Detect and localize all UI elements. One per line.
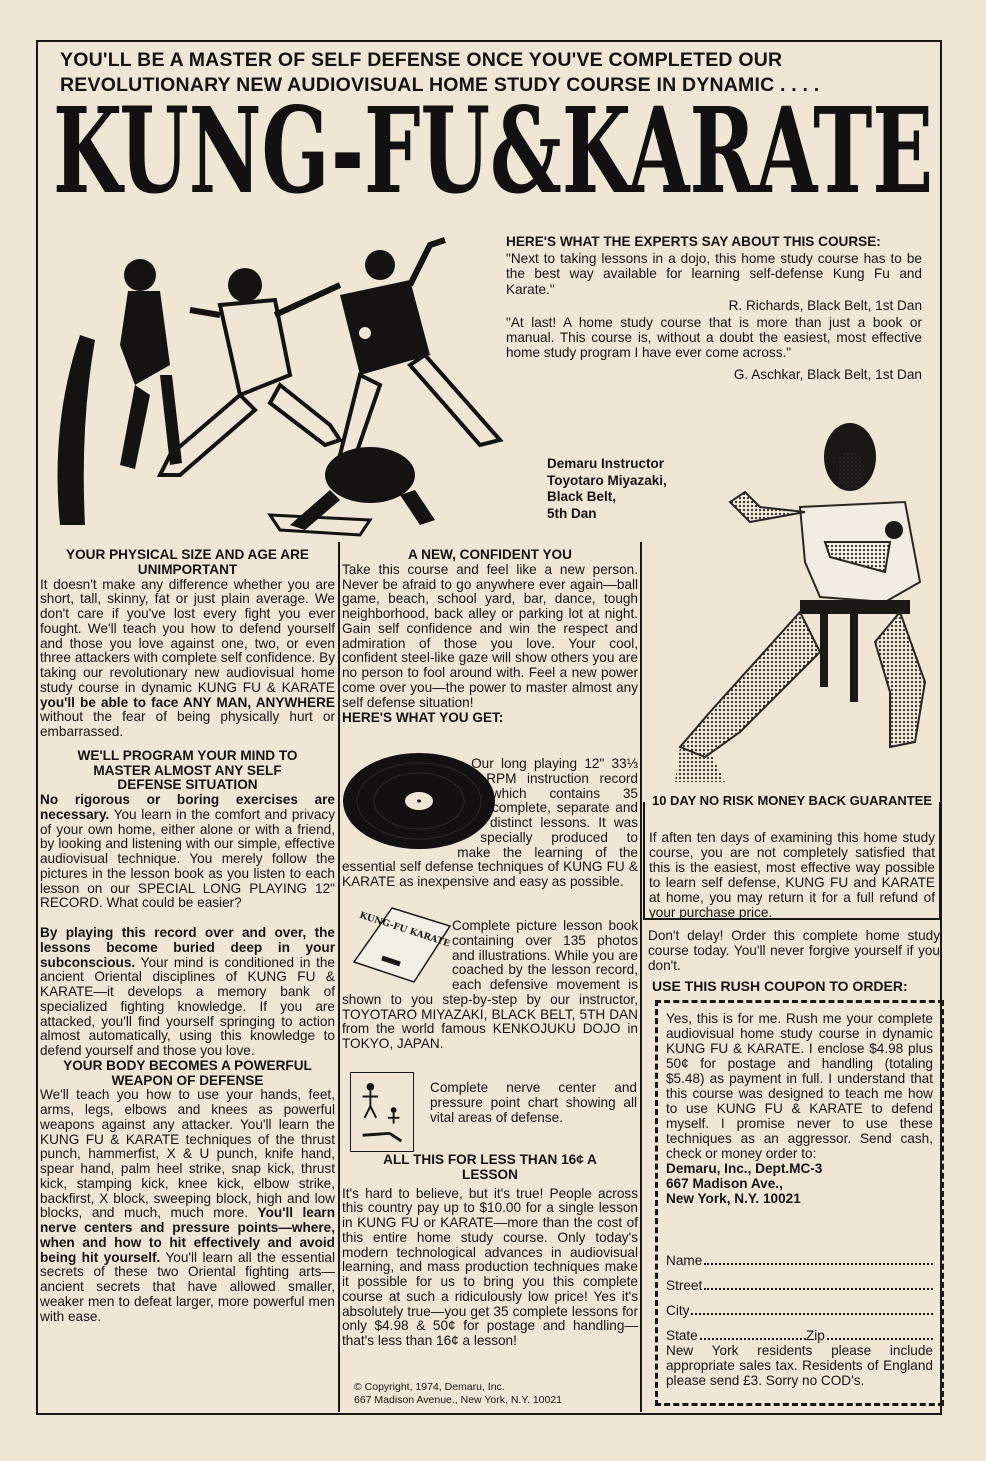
instructor-caption-line: Toyotaro Miyazaki, [547, 472, 667, 488]
coupon-heading: USE THIS RUSH COUPON TO ORDER: [652, 978, 908, 994]
body-text: Take this course and feel like a new person. Never be afraid to go anywhere ever again—ball game, beach, school yard, bar, dance, tough neighborhood, back alley or parking lot at night. Gain self confidence and win the respect and admiration of those you love. Your cool, confident steel-like gaze will show others you are no person to fool around with. Feel a new power come over you—the power to master almost any self defense situation! [342, 561, 638, 710]
body-text: It doesn't make any difference whether you are short, tall, skinny, fat or just plain average. We don't care if you've lost every fight you ever fought. We'll teach you how to defend yourself and those you love against one, two, or even three attackers with complete self confidence. By taking our revolutionary new audiovisual home study course in dynamic KUNG FU & KARATE you'll be able to face ANY MAN, ANYWHERE without the fear of being physically hurt or embarrassed. [40, 576, 335, 739]
column-divider [338, 542, 340, 1412]
column-divider [640, 542, 642, 1412]
section-heading: YOUR BODY BECOMES A POWERFUL WEAPON OF DEFENSE [63, 1057, 312, 1088]
order-coupon[interactable] [655, 1000, 944, 1406]
testimonial-1-attribution: R. Richards, Black Belt, 1st Dan [728, 297, 922, 313]
headline-line-2: REVOLUTIONARY NEW AUDIOVISUAL HOME STUDY COURSE IN DYNAMIC . . . . [60, 74, 820, 96]
body-text: No rigorous or boring exercises are necessary. You learn in the comfort and privacy of your own home, either alone or with a friend, by looking and listening with our simple, effective audiovisual technique. You merely follow the pictures in the lesson book as you listen to each lesson on our SPECIAL LONG PLAYING 12" RECORD. What could be easier? [40, 792, 335, 911]
body-text: By playing this record over and over, the lessons become buried deep in your subconscious. Your mind is conditioned in the ancient Oriental disciplines of KUNG FU & KARATE—it develops a memory bank of specialized fighting knowledge. If you are attacked, you'll find yourself springing to action almost automatically, using this knowledge to defend yourself and those you love. [40, 925, 335, 1058]
copyright-notice [354, 1381, 634, 1407]
record-description: Our long playing 12" 33⅓ RPM instruction record which contains 35 complete, separate and distinct lessons. It was specially produced to make the learning of the essential self defense techniques of KUNG FU & KARATE as inexpensive and easy as possible. [342, 756, 638, 889]
brand-title-logo [48, 100, 938, 210]
column-left [40, 548, 335, 1324]
state-zip-field[interactable] [666, 1318, 933, 1343]
state-label: State [666, 1328, 698, 1343]
guarantee-heading: 10 DAY NO RISK MONEY BACK GUARANTEE [645, 794, 939, 808]
copyright-line: © Copyright, 1974, Demaru, Inc. [354, 1381, 505, 1393]
name-field[interactable] [666, 1243, 933, 1268]
name-label: Name [666, 1253, 703, 1268]
body-text: We'll teach you how to use your hands, feet, arms, legs, elbows and knees as powerful weapons against any attacker. You'll learn the KUNG FU & KARATE techniques of the thrust punch, hammerfist, X & U punch, knife hand, spear hand, palm heel strike, snap kick, thrust kick, stamping kick, knee kick, elbow strike, backfirst, X block, sweeping block, high and low blocks, and much, much more. You'll learn nerve centers and pressure points—where, when and how to hit effectively and avoid being hit yourself. You'll learn all the essential secrets of these two Oriental fighting arts—ancient secrets that have allowed smaller, weaker men to defeat larger, more powerful men with ease. [40, 1087, 336, 1324]
coupon-text: Yes, this is for me. Rush me your complete audiovisual home study course in dynamic KUNG FU & KARATE. I enclose $4.98 plus 50¢ for postage and handling (totaling $5.48) as payment in full. I understand that this course was designed to teach me how to use KUNG FU & KARATE to defend myself. I promise never to use these techniques as an aggressor. Send cash, check or money order to: [666, 1011, 933, 1161]
instructor-caption-line: Black Belt, [547, 489, 617, 504]
instructor-photo [650, 412, 935, 797]
guarantee-body: If aften ten days of examining this home study course, you are not completely satisfied that this is the easiest, most effective way possible to learn self defense, KUNG FU and KARATE at home, you may return it for a full refund of your purchase price. [649, 830, 935, 920]
svg-text:KUNG-FU&KARATE: KUNG-FU&KARATE [53, 100, 933, 210]
testimonial-1: "Next to taking lessons in a dojo, this home study course has to be the best way available for learning self-defense Kung Fu and Karate." [506, 251, 922, 297]
coupon-fields [666, 1243, 933, 1343]
headline [60, 48, 930, 98]
section-heading: A NEW, CONFIDENT YOU [408, 547, 572, 562]
section-heading: HERE'S WHAT YOU GET: [342, 710, 504, 726]
coupon-address: Demaru, Inc., Dept.MC-3 [666, 1161, 823, 1176]
city-field[interactable] [666, 1293, 933, 1318]
section-heading: YOUR PHYSICAL SIZE AND AGE ARE UNIMPORTANT [66, 547, 309, 577]
coupon-address: 667 Madison Ave., [666, 1176, 783, 1191]
coupon-address: New York, N.Y. 10021 [666, 1191, 801, 1206]
expert-testimonials [506, 234, 922, 382]
section-heading: ALL THIS FOR LESS THAN 16¢ A LESSON [383, 1152, 597, 1182]
body-text: It's hard to believe, but it's true! People across this country pay up to $10.00 for a single lesson in KUNG FU or KARATE—more than the cost of this entire home study course. Only today's modern technological advances in audiovisual learning, and mass production techniques make it possible for us to bring you this complete course at such a ridiculously low price! Yes it's absolutely true—you get 35 complete lessons for only $4.98 & 50¢ for postage and handling—that's less than 16¢ a lesson! [342, 1185, 638, 1348]
order-prompt: Don't delay! Order this complete home study course today. You'll never forgive yourself if you don't. [648, 928, 940, 973]
testimonial-2-attribution: G. Aschkar, Black Belt, 1st Dan [733, 366, 922, 382]
coupon-tax-note: New York residents please include appropriate sales tax. Residents of England please send £3. Sorry no COD's. [666, 1343, 933, 1388]
experts-heading: HERE'S WHAT THE EXPERTS SAY ABOUT THIS COURSE: [506, 234, 881, 249]
pressure-point-chart-image [350, 1072, 414, 1152]
column-middle-lower [342, 1153, 638, 1349]
instructor-caption-line: Demaru Instructor [547, 456, 665, 471]
instructor-caption-line: 5th Dan [547, 505, 597, 521]
headline-line-1: YOU'LL BE A MASTER OF SELF DEFENSE ONCE YOU'VE COMPLETED OUR [60, 49, 783, 71]
testimonial-2: "At last! A home study course that is more than just a book or manual. This course is, without a doubt the easiest, most effective home study program I have ever come across." [506, 315, 922, 361]
chart-description: Complete nerve center and pressure point chart showing all vital areas of defense. [430, 1080, 637, 1125]
zip-label: Zip [805, 1328, 825, 1343]
street-field[interactable] [666, 1268, 933, 1293]
section-heading: WE'LL PROGRAM YOUR MIND TO MASTER ALMOST ANY SELF DEFENSE SITUATION [77, 747, 298, 793]
city-label: City [666, 1303, 690, 1318]
fight-scene-illustration [40, 225, 515, 543]
copyright-address: 667 Madison Avenue., New York, N.Y. 10021 [354, 1394, 563, 1406]
guarantee-box [643, 793, 941, 920]
coupon-body [666, 1011, 933, 1206]
column-middle [342, 548, 638, 726]
book-description: Complete picture lesson book containing over 135 photos and illustrations. While you are coached by the lesson record, each defensive movement is shown to you step-by-step by our instructor, TOYOTARO MIYAZAKI, BLACK BELT, 5TH DAN from the world famous KENKOJUKU DOJO in TOKYO, JAPAN. [342, 918, 638, 1051]
svg-text:KUNG-FU KARATE: KUNG-FU KARATE [358, 910, 452, 950]
street-label: Street [666, 1278, 703, 1293]
